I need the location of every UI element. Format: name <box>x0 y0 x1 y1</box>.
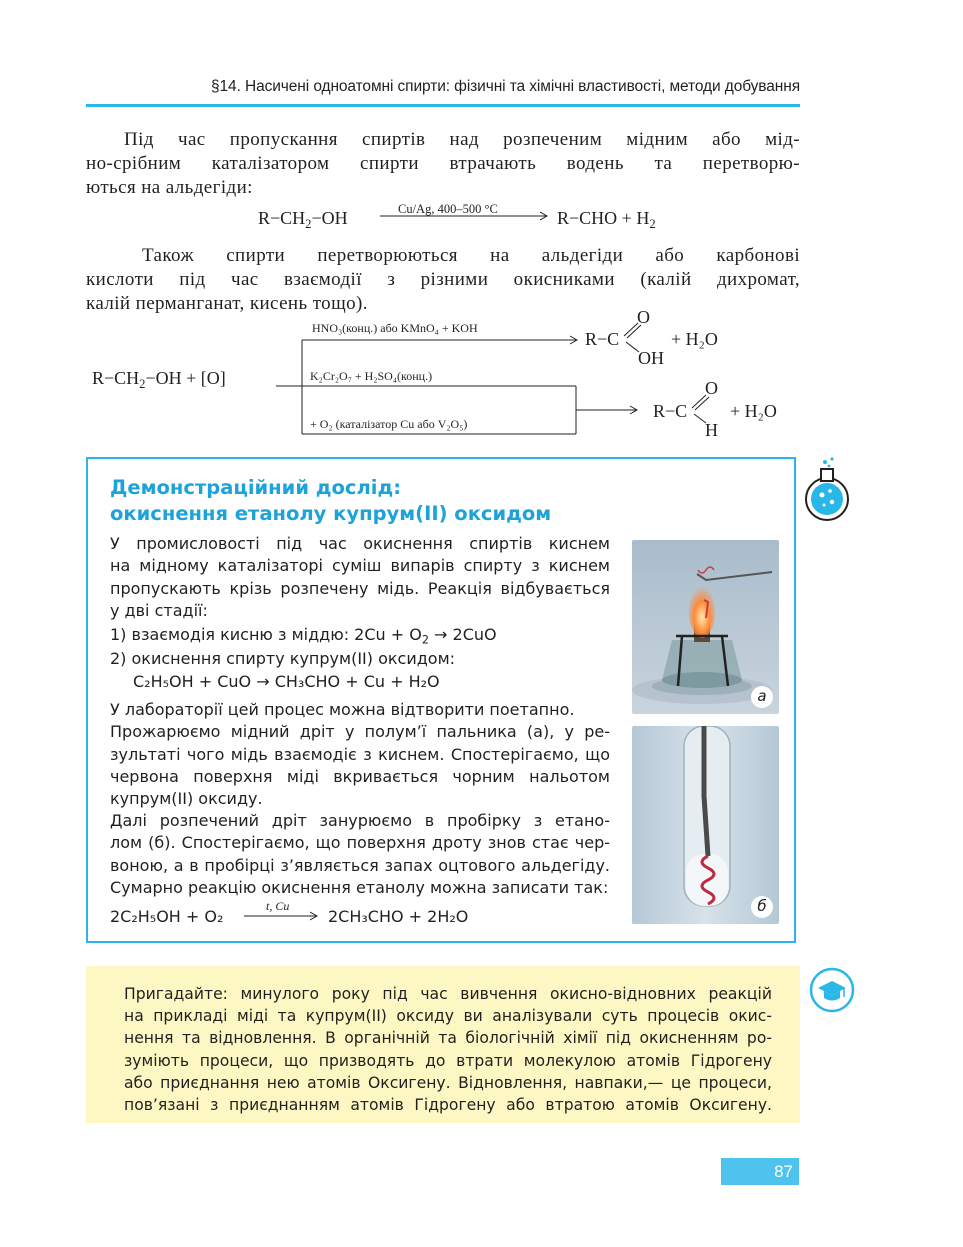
para2-line-1: Також спирти перетворюються на альдегіди або карбонові <box>142 245 800 266</box>
scheme-branch-1: HNO₃(конц.) або KMnO₄ + KOH <box>312 321 478 335</box>
photo-burner <box>632 540 779 714</box>
demo-step-2-equation: C₂H₅OH + CuO → CH₃CHO + Cu + H₂O <box>133 672 440 691</box>
demo-paragraph-1: У промисловості під час окиснення спиртів киснем на мідному каталізаторі суміш випарів спирту з киснем пропускають крізь розпечену мідь. Реакція відбувається у дві стадії: <box>110 534 610 620</box>
acid-o: O <box>637 307 650 327</box>
intro-line-2: но-срібним каталізатором спирти втрачають водень та перетворю- <box>86 153 800 174</box>
paragraph-oxidizers <box>86 244 800 316</box>
demo-step-2: 2) окиснення спирту купрум(ІІ) оксидом: <box>110 649 456 668</box>
demo-title-line-1: Демонстраційний дослід: <box>110 476 401 499</box>
scheme-reactant: $R-CH_2-OH + [O]$ <box>92 368 226 391</box>
photo-label-b: б <box>751 896 773 918</box>
acid-water: + H₂O <box>671 329 718 349</box>
demo-paragraph-3: Далі розпечений дріт занурюємо в пробірку з етано- лом (б). Спостерігаємо, що поверхня дроту знов стає чер- воною, а в пробірці з’являється запах оцтового альдегіду. Сумарно реакцію окиснення етанолу можна записати так: <box>110 811 610 897</box>
aldehyde-h: H <box>705 420 718 440</box>
test-tube-illustration <box>632 726 779 924</box>
graduation-cap-icon <box>808 966 856 1014</box>
aldehyde-o: O <box>705 378 718 398</box>
intro-paragraph <box>86 128 800 200</box>
acid-oh: OH <box>638 348 664 368</box>
header-rule <box>86 104 800 107</box>
demo-final-condition: t, Cu <box>266 899 290 913</box>
demo-title-line-2: окиснення етанолу купрум(ІІ) оксидом <box>110 502 552 525</box>
scheme-branch-3: + O₂ (каталізатор Cu або V₂O₅) <box>310 417 468 431</box>
remind-text: Пригадайте: минулого року під час вивчення окисно-відновних реакцій на прикладі міді та купрум(ІІ) оксиду ви аналізували суть процесів окис- нення та відновлення. В органічній та біологічній хімії під окисненням ро- зуміють процеси, що призводять до втрати молекулою атомів Гідрогену або приєднання нею атомів Оксигену. Відновлення, навпаки,— це процеси, пов’язані з приєднанням атомів Гідрогену або втратою атомів Оксигену. <box>124 985 772 1115</box>
equation-products: $R-CHO + H_2$ <box>557 208 656 231</box>
demo-final-arrow <box>244 910 320 922</box>
photo-test-tube <box>632 726 779 924</box>
reaction-arrow <box>380 210 550 222</box>
demo-final-reactants: 2C₂H₅OH + O₂ <box>110 907 224 926</box>
demo-paragraph-2: У лабораторії цей процес можна відтворити поетапно. Прожарюємо мідний дріт у полум’ї пальника (а), у ре- зультаті чого мідь взаємодіє з киснем. Спостерігаємо, що червона поверхня міді вкривається чорним нальотом купрум(ІІ) оксиду. <box>110 700 610 809</box>
flask-icon <box>804 455 854 525</box>
scheme-branch-2: K₂Cr₂O₇ + H₂SO₄(конц.) <box>310 369 433 383</box>
para2-line-3: калій перманганат, кисень тощо). <box>86 293 368 314</box>
page-number: 87 <box>721 1158 799 1185</box>
running-header: §14. Насичені одноатомні спирти: фізичні та хімічні властивості, методи добування <box>211 78 800 95</box>
demo-step-1: 1) взаємодія кисню з міддю: $2Cu + O_2 \to 2CuO$ <box>110 625 497 647</box>
para2-line-2: кислоти під час взаємодії з різними окисниками (калій дихромат, <box>86 269 800 290</box>
equation-condition: Cu/Ag, 400–500 °C <box>398 202 498 216</box>
acid-rc: R−C <box>585 329 620 349</box>
intro-line-1: Під час пропускання спиртів над розпеченим мідним або мід- <box>124 129 800 150</box>
acid-bonds <box>618 318 648 358</box>
equation-aldehyde: $R-CH_2-OH$ <box>258 208 348 231</box>
aldehyde-water: + H₂O <box>730 401 777 421</box>
intro-line-3: ються на альдегіди: <box>86 177 253 198</box>
photo-label-a: а <box>751 686 773 708</box>
demo-final-products: 2CH₃CHO + 2H₂O <box>328 907 469 926</box>
aldehyde-bonds <box>686 390 716 430</box>
aldehyde-rc: R−C <box>653 401 688 421</box>
